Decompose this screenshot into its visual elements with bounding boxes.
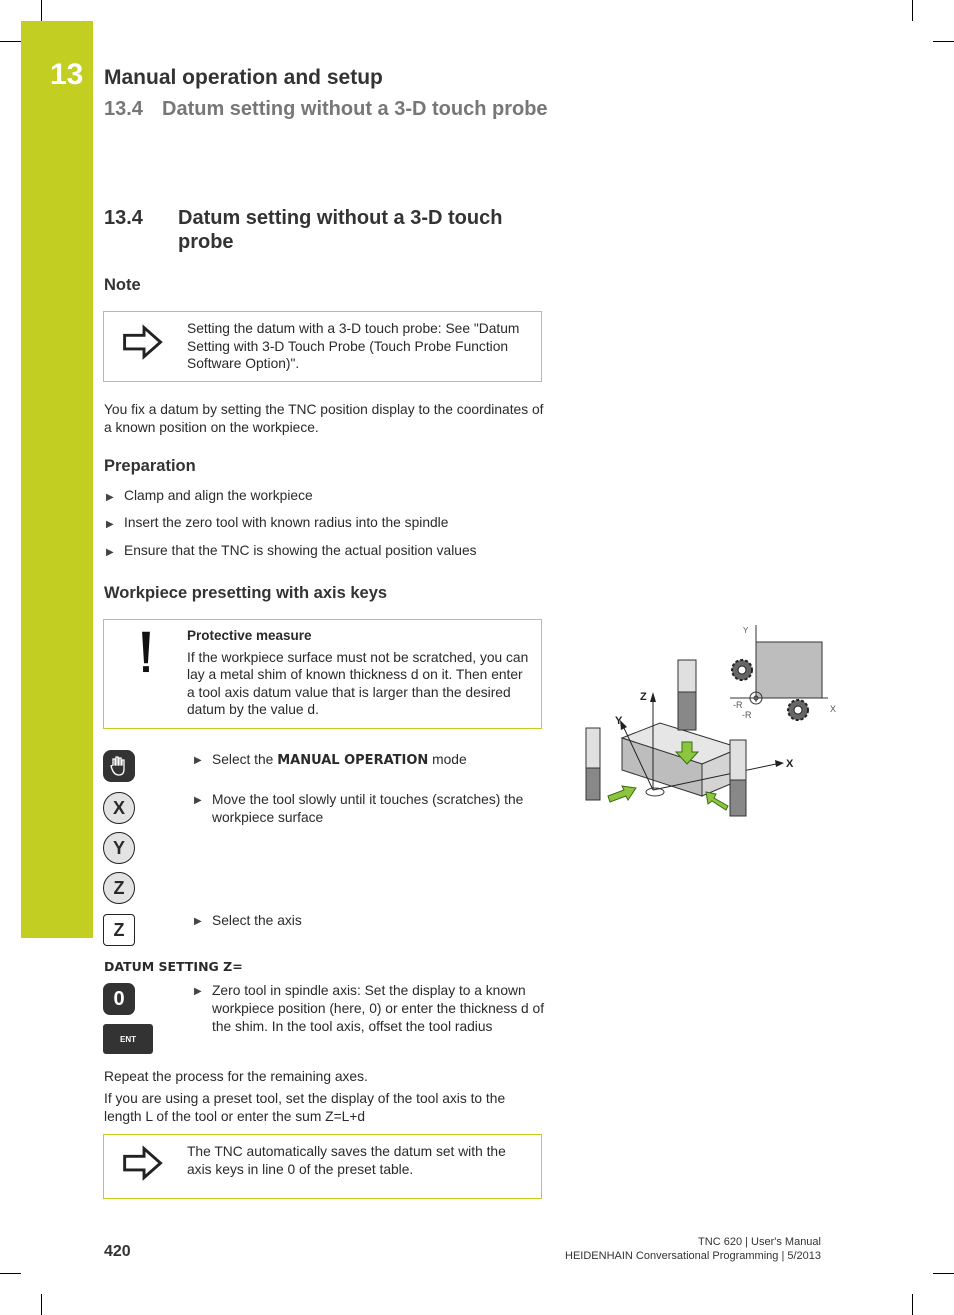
preparation-heading: Preparation (104, 457, 196, 475)
footer-line: HEIDENHAIN Conversational Programming | 5/2013 (565, 1250, 821, 1262)
arrow-right-icon (104, 312, 186, 381)
preset-tool-paragraph: If you are using a preset tool, set the display of the tool axis to the length L of the tool or enter the sum Z=L+d (104, 1091, 506, 1124)
neg-r-label: -R (742, 710, 752, 720)
crop-mark (933, 1273, 954, 1274)
crop-mark (0, 41, 21, 42)
intro-paragraph: You fix a datum by setting the TNC position display to the coordinates of a known position on the workpiece. (104, 402, 544, 435)
tool-icon (586, 728, 600, 800)
list-item: ▶ Insert the zero tool with known radius into the spindle (106, 514, 448, 534)
neg-r-label: -R (733, 700, 743, 710)
x-axis-label: X (786, 758, 794, 770)
final-note-text: The TNC automatically saves the datum set with the axis keys in line 0 of the preset table. (187, 1144, 506, 1177)
note-box (103, 311, 542, 382)
list-item: ▶ Clamp and align the workpiece (106, 487, 313, 507)
footer-text (565, 1235, 821, 1263)
warning-title: Protective measure (187, 628, 312, 643)
arrow-right-icon (104, 1135, 186, 1198)
bullet-arrow-icon: ▶ (106, 492, 114, 503)
warning-text: If the workpiece surface must not be scratched, you can lay a metal shim of known thickness d on it. Then enter a tool axis datum value that is larger than the desired datum by the value d. (187, 649, 529, 717)
crop-mark (41, 1294, 42, 1315)
crop-mark (0, 1273, 21, 1274)
section-title: Datum setting without a 3-D touch probe (178, 207, 503, 253)
right-arrow-icon (608, 786, 636, 802)
running-header-number: 13.4 (104, 98, 143, 120)
warning-box (103, 619, 542, 729)
datum-setting-illustration (580, 620, 840, 835)
exclamation-icon (104, 620, 186, 728)
cutter-icon (732, 660, 752, 680)
crop-mark (912, 1294, 913, 1315)
note-box (103, 1134, 542, 1199)
step-select-mode: ▶ Select the MANUAL OPERATION mode (194, 752, 467, 768)
cutter-icon (788, 700, 808, 720)
running-header-section (104, 98, 548, 121)
z-axis-select-key[interactable]: Z (103, 914, 135, 946)
repeat-paragraph: Repeat the process for the remaining axes. (104, 1069, 368, 1084)
step-zero-tool: ▶ Zero tool in spindle axis: Set the display to a known workpiece position (here, 0) or enter the thickness d of the shim. In the tool axis, offset the tool radius (194, 983, 545, 1034)
z-axis-key[interactable]: Z (103, 872, 135, 904)
softkey-datum-setting: DATUM SETTING Z= (104, 959, 243, 974)
zero-key[interactable]: 0 (103, 983, 135, 1015)
chapter-sidebar (21, 21, 93, 938)
running-header-title: Datum setting without a 3-D touch probe (162, 98, 548, 120)
section-number: 13.4 (104, 207, 143, 229)
list-item: ▶ Ensure that the TNC is showing the actual position values (106, 542, 477, 562)
bullet-arrow-icon: ▶ (194, 795, 202, 806)
tool-icon (678, 660, 696, 730)
crop-mark (41, 0, 42, 21)
ent-key[interactable]: ENT (103, 1024, 153, 1054)
manual-operation-key[interactable] (103, 750, 135, 782)
inset-y-label: Y (743, 626, 749, 635)
z-axis-label: Z (640, 691, 647, 703)
bullet-arrow-icon: ▶ (106, 547, 114, 558)
x-axis-key[interactable]: X (103, 792, 135, 824)
chapter-title: Manual operation and setup (104, 66, 383, 89)
bullet-arrow-icon: ▶ (194, 916, 202, 927)
presetting-heading: Workpiece presetting with axis keys (104, 584, 388, 602)
note-text: Setting the datum with a 3-D touch probe: See "Datum Setting with 3-D Touch Probe (Touch Probe Function Software Option)". (187, 321, 520, 371)
footer-line: TNC 620 | User's Manual (698, 1236, 821, 1248)
crop-mark (912, 0, 913, 21)
bullet-arrow-icon: ▶ (194, 986, 202, 997)
y-axis-key[interactable]: Y (103, 832, 135, 864)
note-heading: Note (104, 276, 141, 294)
bullet-arrow-icon: ▶ (194, 755, 202, 766)
crop-mark (933, 41, 954, 42)
hand-icon (109, 755, 129, 777)
tool-icon (730, 740, 746, 816)
step-select-axis: ▶ Select the axis (194, 912, 562, 930)
step-move-tool: ▶ Move the tool slowly until it touches (scratches) the workpiece surface (194, 792, 524, 825)
softkey-manual-operation: MANUAL OPERATION (277, 753, 429, 768)
page-number: 420 (104, 1243, 131, 1260)
y-axis-label: Y (615, 715, 623, 727)
chapter-number: 13 (50, 58, 84, 91)
left-arrow-icon (706, 792, 728, 810)
inset-x-label: X (830, 704, 837, 714)
bullet-arrow-icon: ▶ (106, 519, 114, 530)
